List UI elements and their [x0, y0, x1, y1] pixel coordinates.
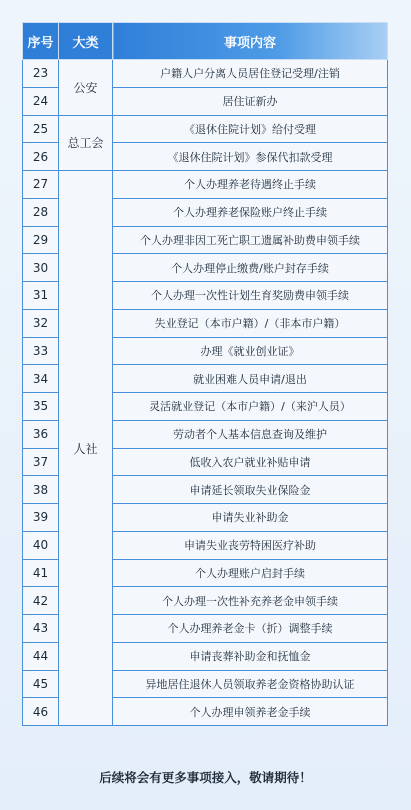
row-serial-number: 27	[23, 171, 59, 199]
row-serial-number: 32	[23, 309, 59, 337]
row-item-content: 申请丧葬补助金和抚恤金	[113, 642, 388, 670]
row-item-content: 个人办理申领养老金手续	[113, 698, 388, 726]
table-row	[23, 60, 388, 88]
row-serial-number: 24	[23, 87, 59, 115]
row-category: 公安	[59, 60, 113, 116]
row-item-content: 个人办理养老待遇终止手续	[113, 171, 388, 199]
row-serial-number: 26	[23, 143, 59, 171]
row-serial-number: 33	[23, 337, 59, 365]
row-serial-number: 30	[23, 254, 59, 282]
row-item-content: 个人办理养老保险账户终止手续	[113, 198, 388, 226]
row-serial-number: 35	[23, 393, 59, 421]
header-category: 大类	[59, 23, 113, 60]
row-item-content: 就业困难人员申请/退出	[113, 365, 388, 393]
row-serial-number: 45	[23, 670, 59, 698]
row-item-content: 异地居住退休人员领取养老金资格协助认证	[113, 670, 388, 698]
row-item-content: 申请延长领取失业保险金	[113, 476, 388, 504]
table-header-row	[23, 23, 388, 60]
table-body	[23, 60, 388, 726]
row-item-content: 居住证新办	[113, 87, 388, 115]
footer-note: 后续将会有更多事项接入，敬请期待！	[99, 770, 312, 785]
row-item-content: 《退休住院计划》参保代扣款受理	[113, 143, 388, 171]
row-item-content: 个人办理一次性补充养老金申领手续	[113, 587, 388, 615]
row-serial-number: 46	[23, 698, 59, 726]
row-item-content: 申请失业丧劳特困医疗补助	[113, 531, 388, 559]
table-row	[23, 171, 388, 199]
table-row	[23, 115, 388, 143]
row-item-content: 申请失业补助金	[113, 504, 388, 532]
row-serial-number: 43	[23, 615, 59, 643]
row-item-content: 失业登记（本市户籍）/（非本市户籍）	[113, 309, 388, 337]
row-item-content: 《退休住院计划》给付受理	[113, 115, 388, 143]
row-serial-number: 37	[23, 448, 59, 476]
row-serial-number: 39	[23, 504, 59, 532]
row-serial-number: 38	[23, 476, 59, 504]
row-item-content: 劳动者个人基本信息查询及维护	[113, 420, 388, 448]
row-serial-number: 25	[23, 115, 59, 143]
header-item-content: 事项内容	[113, 23, 388, 60]
row-item-content: 灵活就业登记（本市户籍）/（来沪人员）	[113, 393, 388, 421]
row-item-content: 个人办理养老金卡（折）调整手续	[113, 615, 388, 643]
row-serial-number: 28	[23, 198, 59, 226]
row-serial-number: 23	[23, 60, 59, 88]
row-item-content: 个人办理非因工死亡职工遗属补助费申领手续	[113, 226, 388, 254]
row-item-content: 个人办理停止缴费/账户封存手续	[113, 254, 388, 282]
row-serial-number: 36	[23, 420, 59, 448]
row-serial-number: 31	[23, 282, 59, 310]
row-item-content: 个人办理一次性计划生育奖励费申领手续	[113, 282, 388, 310]
row-serial-number: 40	[23, 531, 59, 559]
row-item-content: 办理《就业创业证》	[113, 337, 388, 365]
service-items-table	[22, 22, 388, 726]
header-serial-number: 序号	[23, 23, 59, 60]
row-category: 总工会	[59, 115, 113, 171]
row-item-content: 低收入农户就业补贴申请	[113, 448, 388, 476]
row-serial-number: 34	[23, 365, 59, 393]
row-serial-number: 42	[23, 587, 59, 615]
row-category: 人社	[59, 171, 113, 726]
row-serial-number: 41	[23, 559, 59, 587]
row-item-content: 个人办理账户启封手续	[113, 559, 388, 587]
row-item-content: 户籍人户分离人员居住登记受理/注销	[113, 60, 388, 88]
row-serial-number: 44	[23, 642, 59, 670]
row-serial-number: 29	[23, 226, 59, 254]
